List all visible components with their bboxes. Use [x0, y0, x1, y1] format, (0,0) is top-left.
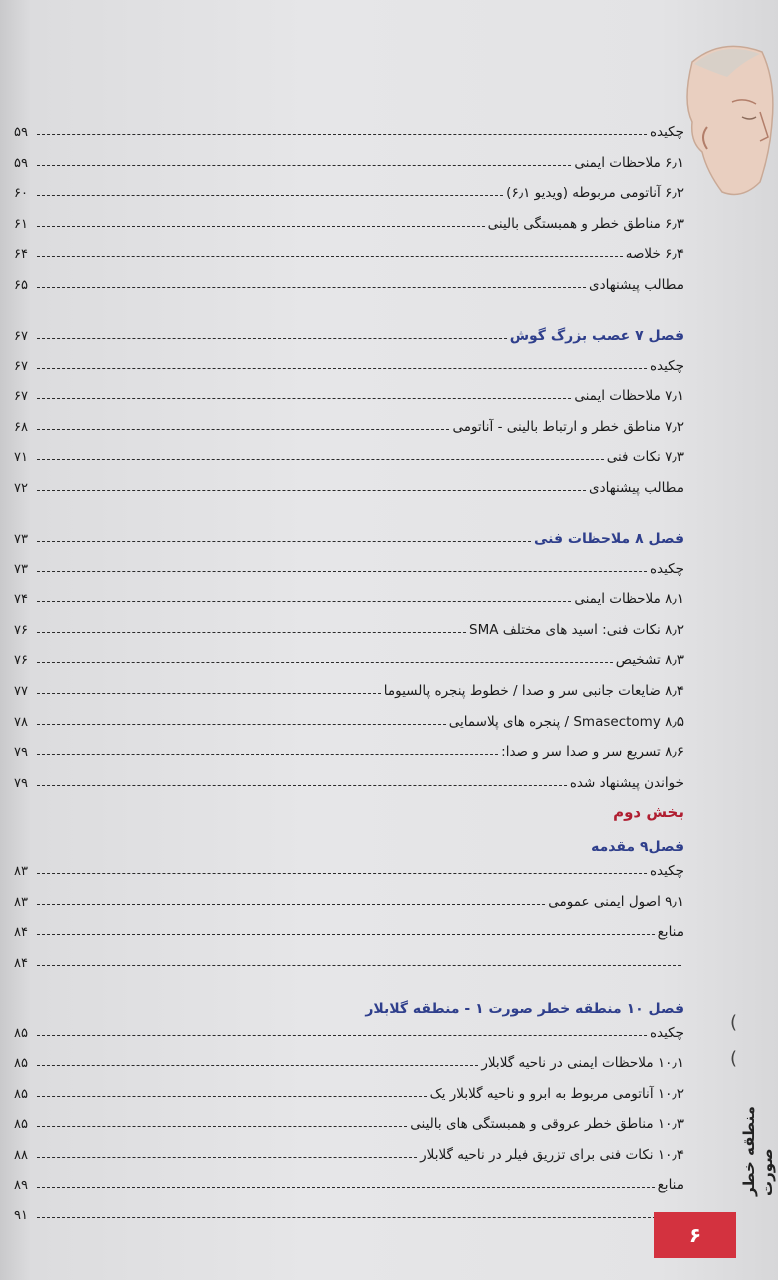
entry-title: ۷٫۱ ملاحظات ایمنی [574, 388, 684, 405]
page-ref: ۷۶ [14, 622, 28, 638]
page-ref: ۶۰ [14, 186, 28, 202]
leader-dashes [37, 459, 604, 460]
leader-dashes [37, 571, 647, 572]
leader-dashes [37, 1065, 478, 1066]
entry-title: فصل ۷ عصب بزرگ گوش [509, 327, 684, 344]
entry-title: فصل۹ مقدمه [591, 839, 684, 856]
toc-entry [14, 851, 684, 881]
entry-title: فصل ۸ ملاحظات فنی [533, 530, 684, 547]
part-title: بخش دوم [613, 803, 684, 822]
entry-title: مطالب پیشنهادی [589, 480, 684, 496]
page-ref: ۷۴ [14, 592, 28, 608]
page-number: ۶ [654, 1212, 736, 1258]
toc-entry [14, 437, 684, 467]
page-ref: ۸۴ [14, 955, 28, 971]
entry-title: ۸٫۲ نکات فنی: اسید های مختلف SMA [469, 621, 684, 638]
page-ref: ۷۹ [14, 775, 28, 791]
entry-title: ۸٫۳ تشخیص [615, 652, 684, 669]
entry-title: ۶٫۴ خلاصه [625, 246, 684, 263]
page-ref: ۶۵ [14, 278, 28, 293]
page-ref: ۶۱ [14, 216, 28, 232]
entry-title: ۸٫۴ ضایعات جانبی سر و صدا / خطوط پنجره پالسیوما [383, 683, 684, 699]
side-running-title: منطقه خطر صورت [740, 1106, 776, 1196]
leader-dashes [37, 1126, 407, 1127]
toc-entry [14, 1135, 684, 1165]
page-ref: ۸۵ [14, 1117, 28, 1133]
toc-entry [14, 143, 684, 173]
toc-entry [14, 732, 684, 762]
leader-dashes [37, 1035, 647, 1036]
leader-dashes [37, 1157, 417, 1158]
leader-dashes [37, 195, 503, 196]
toc-entry [14, 346, 684, 376]
entry-title: چکیده [649, 863, 684, 880]
toc-entry [14, 265, 684, 295]
page-ref: ۸۴ [14, 925, 28, 941]
toc-entry [14, 943, 684, 973]
page-ref: ۷۳ [14, 531, 28, 547]
toc-entry [14, 763, 684, 793]
page-ref: ۸۵ [14, 1026, 28, 1041]
page-ref: ۷۶ [14, 653, 28, 669]
page-ref: ۶۸ [14, 419, 28, 435]
page-ref: ۶۷ [14, 358, 28, 374]
entry-title: ۱۰٫۲ آناتومی مربوط به ابرو و ناحیه گلابلار یک [429, 1085, 684, 1102]
entry-title: ۹٫۱ اصول ایمنی عمومی [548, 893, 684, 910]
toc-entry [14, 204, 684, 234]
page-ref: ۷۹ [14, 745, 28, 761]
leader-dashes [37, 1096, 427, 1097]
chapter-heading [14, 519, 684, 549]
leader-dashes [37, 934, 655, 935]
toc-entry [14, 610, 684, 640]
toc-entry [14, 702, 684, 732]
toc-entry [14, 1165, 684, 1195]
page-ref: ۷۳ [14, 561, 28, 577]
leader-dashes [37, 724, 446, 725]
leader-dashes [37, 873, 647, 874]
toc-entry [14, 640, 684, 670]
leader-dashes [37, 256, 623, 257]
leader-dashes [37, 662, 613, 663]
toc-entry [14, 468, 684, 498]
toc-entry [14, 671, 684, 701]
bracket-mark: ( [730, 1048, 738, 1069]
toc-entry [14, 234, 684, 264]
page-ref: ۵۹ [14, 125, 28, 140]
leader-dashes [37, 1217, 681, 1218]
leader-dashes [37, 965, 681, 966]
toc-entry [14, 549, 684, 579]
entry-title: مطالب پیشنهادی [589, 277, 684, 293]
entry-title: فصل ۱۰ منطقه خطر صورت ۱ - منطقه گلابلار [365, 1001, 684, 1017]
leader-dashes [37, 693, 381, 694]
page-ref: ۸۸ [14, 1147, 28, 1163]
toc-entry [14, 407, 684, 437]
entry-title: چکیده [649, 124, 684, 140]
leader-dashes [37, 1187, 655, 1188]
page-ref: ۵۹ [14, 155, 28, 171]
entry-title: ۷٫۳ نکات فنی [606, 449, 684, 466]
entry-title: ۱۰٫۴ نکات فنی برای تزریق فیلر در ناحیه گلابلار [420, 1146, 684, 1163]
page-ref: ۹۱ [14, 1208, 28, 1224]
leader-dashes [37, 287, 586, 288]
leader-dashes [37, 134, 647, 135]
page-ref: ۸۳ [14, 894, 28, 910]
leader-dashes [37, 165, 571, 166]
leader-dashes [37, 338, 507, 339]
page-ref: ۶۷ [14, 389, 28, 405]
leader-dashes [37, 368, 647, 369]
leader-dashes [37, 601, 571, 602]
bracket-mark: ( [730, 1012, 738, 1033]
entry-title: منابع [657, 924, 684, 941]
leader-dashes [37, 226, 485, 227]
entry-title: ۷٫۲ مناطق خطر و ارتباط بالینی - آناتومی [452, 418, 684, 435]
leader-dashes [37, 541, 531, 542]
leader-dashes [37, 754, 498, 755]
page-ref: ۶۴ [14, 247, 28, 263]
page-ref: ۸۳ [14, 864, 28, 880]
entry-title: چکیده [649, 560, 684, 577]
page-ref: ۸۹ [14, 1178, 28, 1193]
toc-entry [14, 912, 684, 942]
leader-dashes [37, 429, 449, 430]
entry-title: ۶٫۲ آناتومی مربوطه (ویدیو ۶٫۱) [506, 185, 684, 202]
page-ref: ۸۵ [14, 1056, 28, 1072]
toc-entry [14, 579, 684, 609]
page-ref: ۷۱ [14, 450, 28, 466]
leader-dashes [37, 785, 567, 786]
page-ref: ۷۸ [14, 714, 28, 730]
entry-title: چکیده [649, 357, 684, 374]
toc-entry [14, 112, 684, 142]
entry-title: خواندن پیشنهاد شده [569, 774, 684, 791]
toc-entry [14, 882, 684, 912]
leader-dashes [37, 398, 571, 399]
entry-title: ۶٫۳ مناطق خطر و همبستگی بالینی [487, 215, 684, 232]
toc-entry [14, 1043, 684, 1073]
leader-dashes [37, 632, 466, 633]
entry-title: چکیده [649, 1025, 684, 1041]
entry-title: ۸٫۵ Smasectomy / پنجره های پلاسمایی [448, 713, 684, 730]
page-ref: ۷۲ [14, 481, 28, 496]
entry-title: ۱۰٫۳ مناطق خطر عروقی و همبستگی های بالینی [410, 1116, 684, 1133]
toc-entry [14, 1195, 684, 1225]
face-illustration [672, 42, 776, 202]
toc-entry [14, 1104, 684, 1134]
toc-entry [14, 173, 684, 203]
entry-title: ۱۰٫۱ ملاحظات ایمنی در ناحیه گلابلار [481, 1055, 684, 1072]
entry-title: ۸٫۱ ملاحظات ایمنی [574, 591, 684, 608]
entry-title: ۸٫۶ تسریع سر و صدا سر و صدا: [501, 744, 684, 761]
toc-entry [14, 376, 684, 406]
toc-entry [14, 1074, 684, 1104]
entry-title: منابع [657, 1177, 684, 1193]
leader-dashes [37, 490, 586, 491]
page-ref: ۶۷ [14, 328, 28, 344]
entry-title: ۶٫۱ ملاحظات ایمنی [574, 154, 684, 171]
leader-dashes [37, 904, 545, 905]
toc-entry [14, 1013, 684, 1043]
chapter-heading [14, 316, 684, 346]
page-ref: ۷۷ [14, 684, 28, 699]
page-ref: ۸۵ [14, 1086, 28, 1102]
